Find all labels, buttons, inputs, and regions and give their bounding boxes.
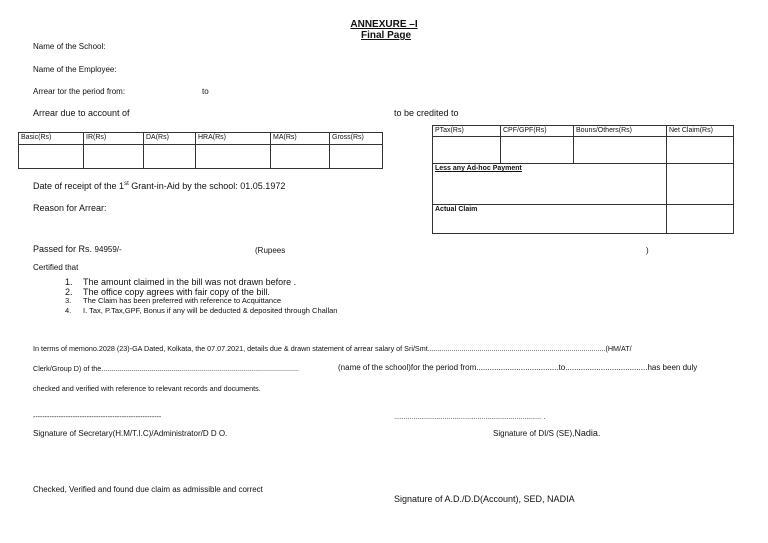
cpf-gpf-header: CPF/GPF(Rs): [501, 126, 574, 137]
annexure-title: ANNEXURE –I: [350, 19, 418, 30]
deductions-table: [432, 125, 734, 234]
ptax-cell: [433, 137, 501, 164]
hra-header: HRA(Rs): [196, 133, 271, 145]
secretary-signature-line: -------------------------------------------------------: [33, 414, 162, 421]
ad-signature-label: Signature of A.D./D.D(Account), SED, NADIA: [394, 494, 575, 504]
ma-header: MA(Rs): [271, 133, 330, 145]
memo-line-3: checked and verified with reference to relevant records and documents.: [33, 384, 261, 393]
passed-amount: 94959/-: [94, 245, 122, 254]
bonus-others-header: Bouns/Others(Rs): [574, 126, 667, 137]
list-item: 4. I. Tax, P.Tax,GPF, Bonus if any will be deducted & deposited through Challan: [65, 306, 338, 315]
reason-for-arrear: Reason for Arrear:: [33, 203, 107, 213]
net-claim-header: Net Claim(Rs): [667, 126, 734, 137]
ir-header: IR(Rs): [84, 133, 144, 145]
da-header: DA(Rs): [144, 133, 196, 145]
school-name-label: Name of the School:: [33, 42, 106, 51]
da-cell: [144, 145, 196, 169]
actual-claim-label: Actual Claim: [433, 205, 667, 234]
checked-verified-note: Checked, Verified and found due claim as admissible and correct: [33, 485, 263, 494]
grant-prefix: Date of receipt of the 1: [33, 181, 125, 191]
rupees-close: ): [646, 246, 649, 255]
gross-cell: [330, 145, 383, 169]
certified-that-label: Certified that: [33, 263, 79, 272]
less-adhoc-label: Less any Ad-hoc Payment: [433, 164, 667, 205]
actual-claim-cell: [667, 205, 734, 234]
cpf-gpf-cell: [501, 137, 574, 164]
gross-header: Gross(Rs): [330, 133, 383, 145]
secretary-signature-label: Signature of Secretary(H.M/T.I.C)/Administrator/D D O.: [33, 429, 228, 438]
grant-in-aid-date: [33, 181, 285, 191]
hra-cell: [196, 145, 271, 169]
less-adhoc-cell: [667, 164, 734, 205]
memo-line-2b: (name of the school)for the period from.....................................to.....................................has been duly: [338, 363, 698, 372]
dis-signature-line: ............................................................................ .: [394, 414, 546, 421]
basic-header: Basic(Rs): [19, 133, 84, 145]
period-to-label: to: [202, 87, 209, 96]
dis-signature-label: Signature of DI/S (SE),Nadia.: [493, 428, 601, 438]
basic-cell: [19, 145, 84, 169]
memo-line-2a: Clerk/Group D) of the...................................................................................................: [33, 364, 300, 373]
certifications-list: [65, 278, 337, 315]
rupees-label: (Rupees: [255, 246, 286, 255]
employee-name-label: Name of the Employee:: [33, 65, 117, 74]
grant-suffix: Grant-in-Aid by the school: 01.05.1972: [128, 181, 286, 191]
list-item: 3. The Claim has been preferred with reference to Acquittance: [65, 296, 282, 305]
list-item: 2. The office copy agrees with fair copy of the bill.: [65, 287, 270, 297]
ir-cell: [84, 145, 144, 169]
period-from-label: Arrear tor the period from:: [33, 87, 126, 96]
credited-to-label: to be credited to: [394, 108, 459, 118]
arrear-due-label: Arrear due to account of: [33, 108, 130, 118]
passed-for: [33, 244, 122, 254]
net-claim-cell: [667, 137, 734, 164]
ptax-header: PTax(Rs): [433, 126, 501, 137]
list-item: 1. The amount claimed in the bill was not drawn before .: [65, 277, 297, 287]
bonus-others-cell: [574, 137, 667, 164]
passed-label: Passed for Rs.: [33, 244, 93, 254]
memo-line-1: In terms of memono.2028 (23)-GA Dated, Kolkata, the 07.07.2021, details due & drawn statement of arrear salary of Sri/Smt.........................................................................................(HM/AT/: [33, 344, 632, 353]
ma-cell: [271, 145, 330, 169]
pay-components-table: [18, 132, 383, 169]
grant-sup: st: [124, 181, 129, 187]
final-page-title: Final Page: [360, 30, 411, 41]
